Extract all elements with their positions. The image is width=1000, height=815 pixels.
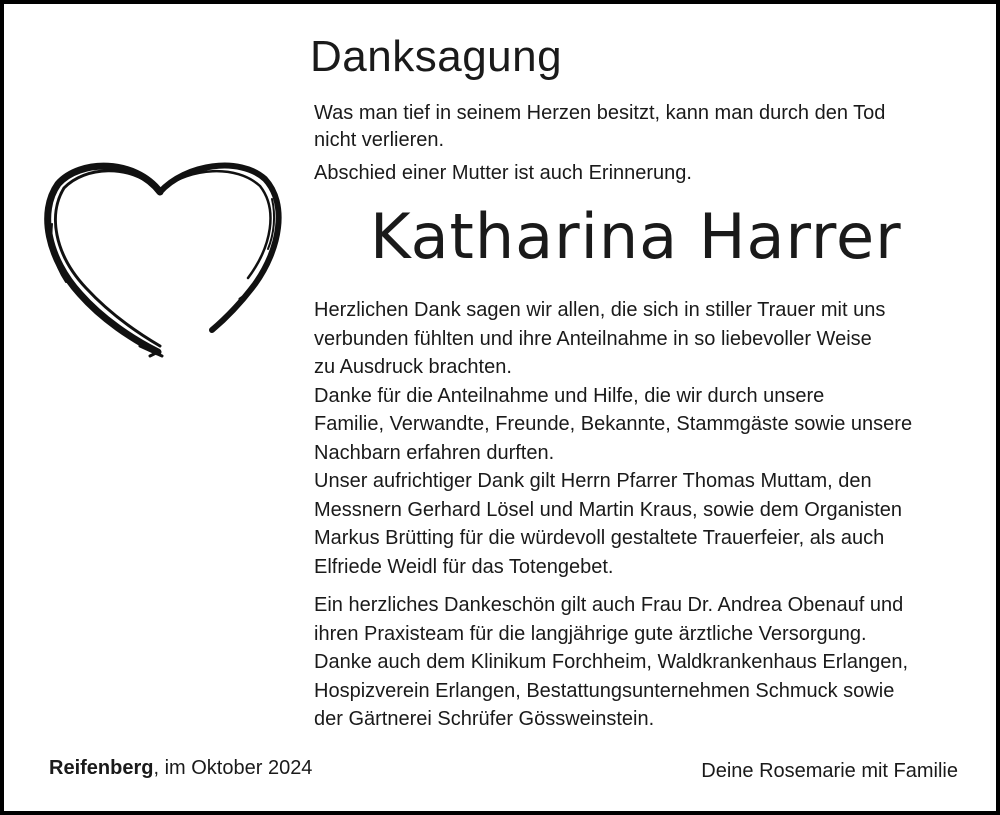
thanks-text <box>314 296 912 581</box>
motto-line: Was man tief in seinem Herzen besitzt, kann man durch den Tod <box>314 102 886 124</box>
text-line: Herzlichen Dank sagen wir allen, die sich in stiller Trauer mit uns <box>314 299 886 321</box>
text-line: Danke für die Anteilnahme und Hilfe, die wir durch unsere <box>314 384 825 407</box>
text-line: zu Ausdruck brachten. <box>314 356 512 378</box>
text-line: Ein herzliches Dankeschön gilt auch Frau Dr. Andrea Obenauf und <box>314 594 904 616</box>
text-line: Nachbarn erfahren durften. <box>314 441 555 464</box>
text-line: ihren Praxisteam für die langjährige gute ärztliche Versorgung. <box>314 622 867 645</box>
deceased-name: Katharina Harrer <box>370 200 902 273</box>
motto-line: Abschied einer Mutter ist auch Erinnerung. <box>314 162 692 184</box>
date-text: , im Oktober 2024 <box>153 757 313 779</box>
brush-heart-icon <box>40 154 290 369</box>
text-line: Elfriede Weidl für das Totengebet. <box>314 555 614 578</box>
text-line: Messnern Gerhard Lösel und Martin Kraus, sowie dem Organisten <box>314 498 903 521</box>
motto-line: nicht verlieren. <box>314 129 445 151</box>
text-line: Unser aufrichtiger Dank gilt Herrn Pfarrer Thomas Muttam, den <box>314 470 872 492</box>
text-line: Danke auch dem Klinikum Forchheim, Waldkrankenhaus Erlangen, <box>314 651 908 673</box>
text-line: verbunden fühlten und ihre Anteilnahme in so liebevoller Weise <box>314 327 872 350</box>
heading: Danksagung <box>310 32 563 81</box>
thanks-text-second <box>314 591 908 734</box>
text-line: der Gärtnerei Schrüfer Gössweinstein. <box>314 708 655 730</box>
place-and-date <box>49 757 312 780</box>
motto-quote <box>314 100 885 154</box>
text-line: Hospizverein Erlangen, Bestattungsunternehmen Schmuck sowie <box>314 679 895 702</box>
place-name: Reifenberg <box>49 757 154 779</box>
signature: Deine Rosemarie mit Familie <box>701 760 958 782</box>
text-line: Markus Brütting für die würdevoll gestaltete Trauerfeier, als auch <box>314 527 885 549</box>
text-line: Familie, Verwandte, Freunde, Bekannte, Stammgäste sowie unsere <box>314 413 913 435</box>
